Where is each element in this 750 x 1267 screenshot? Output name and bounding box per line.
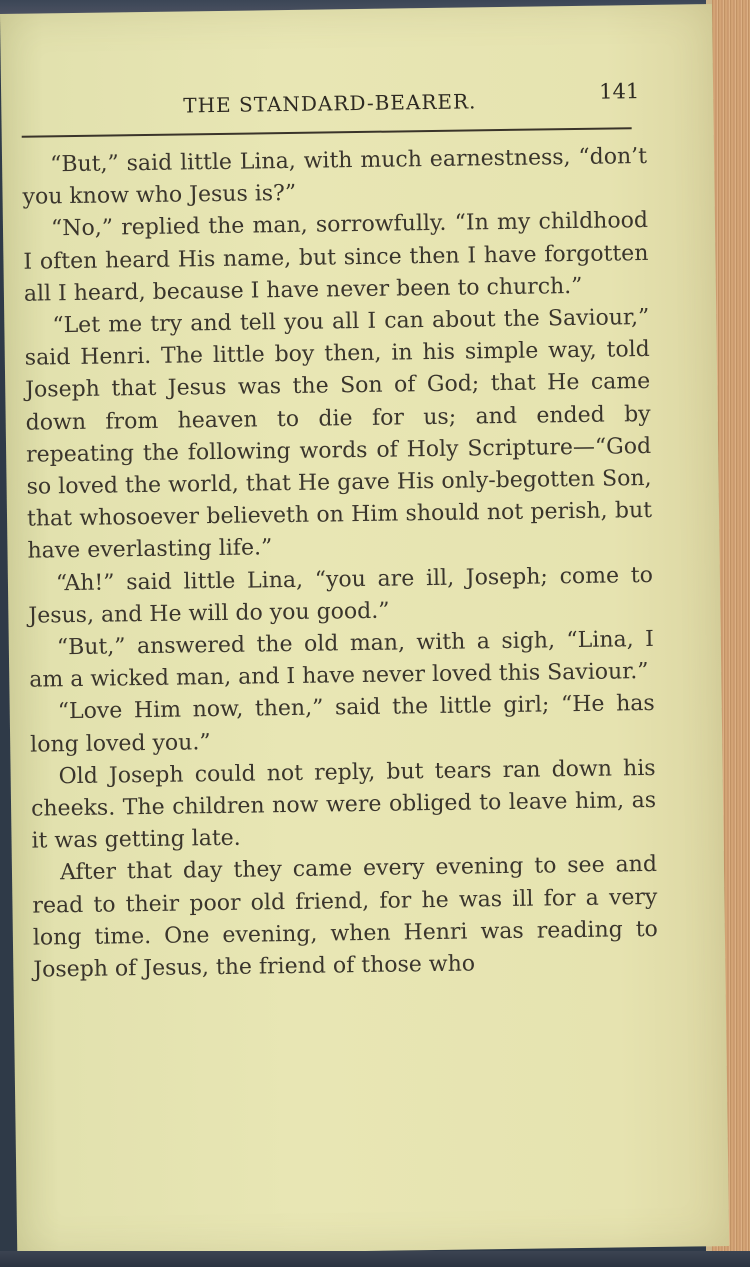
paragraph: “Love Him now, then,” said the little girl; “He has long loved you.” [30, 691, 655, 758]
paragraph: After that day they came every evening to see and read to their poor old friend, for he was ill for a very long time. One evening, when Henri was reading to Joseph of Jesus, the friend of those who [32, 852, 659, 983]
book-cover-bottom [0, 1251, 750, 1267]
paragraph: “No,” replied the man, sorrowfully. “In my childhood I often heard His name, but since then I have forgotten all I heard, because I have never been to church.” [23, 208, 649, 307]
running-head: THE STANDARD-BEARER. [183, 89, 477, 118]
body-text [22, 141, 659, 987]
paragraph: “Ah!” said little Lina, “you are ill, Joseph; come to Jesus, and He will do you good.” [28, 562, 654, 629]
page-number: 141 [598, 79, 640, 104]
header-rule [22, 127, 632, 138]
paragraph: “But,” answered the old man, with a sigh, “Lina, I am a wicked man, and I have never loved this Saviour.” [29, 626, 654, 693]
page-header [21, 71, 641, 120]
paragraph: “Let me try and tell you all I can about the Saviour,” said Henri. The little boy then, in his simple way, told Joseph that Jesus was the Son of God; that He came down from heaven to die for us; and ended by repeating the following words of Holy Scripture—“God so loved the world, that He gave His only-begotten Son, that whosoever believeth on Him should not perish, but have everlasting life.” [24, 304, 653, 565]
paragraph: “But,” said little Lina, with much earnestness, “don’t you know who Jesus is?” [22, 143, 648, 210]
paragraph: Old Joseph could not reply, but tears ran down his cheeks. The children now were obliged to leave him, as it was getting late. [30, 755, 657, 854]
book-page [0, 4, 729, 1256]
